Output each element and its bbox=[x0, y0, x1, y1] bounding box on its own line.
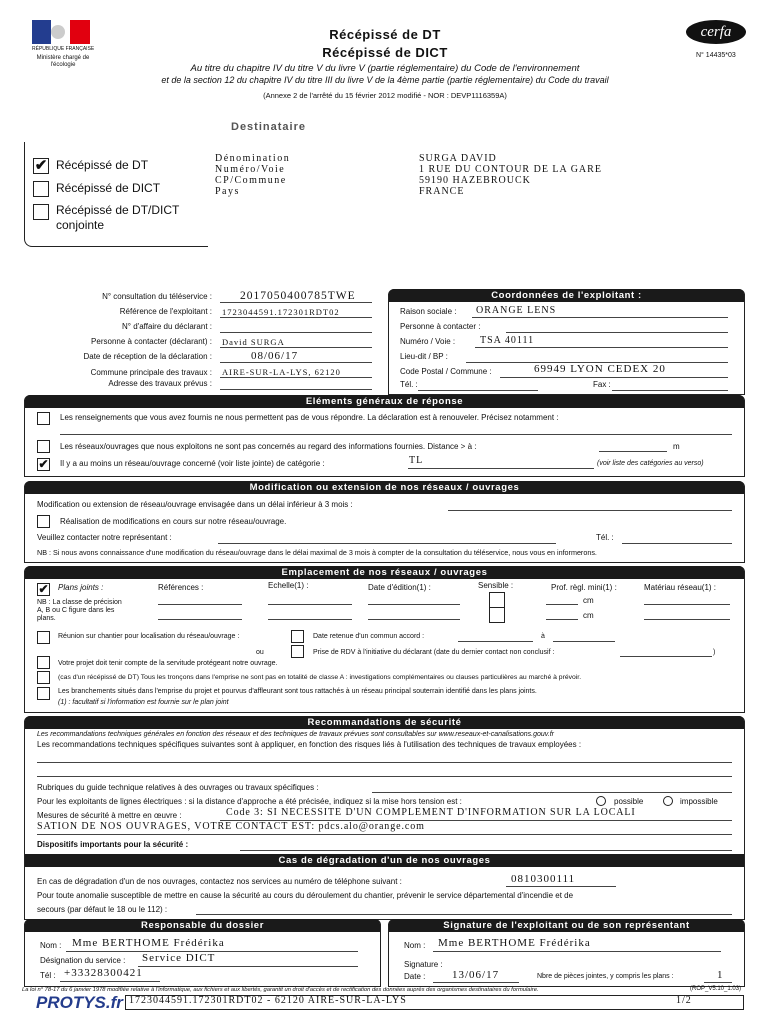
recommandations-rubriques: Rubriques du guide technique relatives à des ouvrages ou travaux spécifiques : bbox=[37, 783, 319, 792]
exploitant-line-voie[interactable] bbox=[475, 347, 728, 348]
page-title-dt: Récépissé de DT bbox=[329, 27, 441, 42]
emplacement-mat-line-2[interactable] bbox=[644, 619, 730, 620]
consult-label-2: N° d'affaire du déclarant : bbox=[122, 322, 212, 331]
degradation-secours-field[interactable] bbox=[196, 914, 732, 915]
consult-label-6: Adresse des travaux prévus : bbox=[108, 379, 212, 388]
exploitant-label-bp: Lieu-dit / BP : bbox=[400, 352, 448, 361]
degradation-line1: En cas de dégradation d'un de nos ouvrages, contactez nos services au numéro de téléphone suivant : bbox=[37, 877, 402, 886]
emplacement-col-materiau: Matériau réseau(1) : bbox=[644, 583, 717, 592]
modification-tel-field[interactable] bbox=[622, 543, 732, 544]
signature-pieces-label: Nbre de pièces jointes, y compris les plans : bbox=[537, 973, 674, 980]
exploitant-line-cp[interactable] bbox=[500, 377, 728, 378]
consult-line-3[interactable] bbox=[220, 347, 372, 348]
modification-title: Modification ou extension de nos réseaux / ouvrages bbox=[25, 481, 744, 494]
degradation-phone-field[interactable] bbox=[506, 886, 616, 887]
emplacement-title: Emplacement de nos réseaux / ouvrages bbox=[25, 566, 744, 579]
exploitant-label-tel: Tél. : bbox=[400, 380, 418, 389]
option-recepisse-dt: Récépissé de DT bbox=[56, 158, 149, 172]
recommandations-field-2[interactable] bbox=[37, 776, 732, 777]
signature-date-field[interactable] bbox=[433, 982, 519, 983]
recommandations-electriques: Pour les exploitants de lignes électriques : si la distance d'approche a été précisée, indiquez si la mise hors tension est : bbox=[37, 797, 462, 806]
signature-nom-label: Nom : bbox=[404, 941, 426, 950]
responsable-service: Service DICT bbox=[142, 952, 216, 964]
emplacement-date-retenue: Date retenue d'un commun accord : bbox=[313, 633, 425, 640]
footer-version: (ROP_V5.10_1.03) bbox=[690, 986, 742, 992]
consult-line-4[interactable] bbox=[220, 362, 372, 363]
degradation-phone: 0810300111 bbox=[511, 873, 576, 885]
emplacement-ou: ou bbox=[256, 649, 264, 656]
emplacement-col-references: Références : bbox=[158, 583, 204, 592]
emplacement-ref-line-1[interactable] bbox=[158, 604, 242, 605]
emplacement-prof-line-2[interactable] bbox=[546, 619, 578, 620]
signature-title: Signature de l'exploitant ou de son représentant bbox=[389, 919, 744, 932]
dest-label-denomination: Dénomination bbox=[215, 153, 291, 164]
responsable-title: Responsable du dossier bbox=[25, 919, 380, 932]
emplacement-a: à bbox=[541, 633, 545, 640]
exploitant-title: Coordonnées de l'exploitant : bbox=[389, 289, 744, 302]
checkbox-renouveler[interactable] bbox=[37, 412, 50, 425]
emplacement-date-line-1[interactable] bbox=[368, 604, 460, 605]
exploitant-value-raison: ORANGE LENS bbox=[476, 305, 557, 316]
exploitant-label-raison: Raison sociale : bbox=[400, 307, 457, 316]
responsable-tel-field[interactable] bbox=[60, 981, 160, 982]
page-title-dict: Récépissé de DICT bbox=[322, 45, 448, 60]
radio-impossible[interactable] bbox=[663, 796, 673, 806]
footer-law: La loi n° 78-17 du 6 janvier 1978 modifiée relative à l'informatique, aux fichiers et aux libertés, garantit un droit d'accès et de rectification des données auprès des organismes destinataires du formulaire. bbox=[22, 987, 539, 993]
responsable-nom-label: Nom : bbox=[40, 941, 62, 950]
consult-line-6[interactable] bbox=[220, 389, 372, 390]
emplacement-nb: NB : La classe de précision A, B ou C figure dans les plans. bbox=[37, 599, 122, 622]
modification-line1-field[interactable] bbox=[448, 510, 732, 511]
subtitle-travail: et de la section 12 du chapitre IV du titre III du livre V de la 4ème partie (partie réglementaire) du Code du travail bbox=[161, 75, 609, 85]
responsable-service-label: Désignation du service : bbox=[40, 956, 126, 965]
modification-line3: Veuillez contacter notre représentant : bbox=[37, 533, 172, 542]
consult-line-2[interactable] bbox=[220, 332, 372, 333]
option-recepisse-dict: Récépissé de DICT bbox=[56, 181, 161, 195]
elements-item-1-unit: m bbox=[673, 442, 680, 451]
elements-item-0: Les renseignements que vous avez fournis ne nous permettent pas de vous répondre. La déclaration est à renouveler. Précisez notamment : bbox=[60, 413, 559, 422]
signature-nom-field[interactable] bbox=[433, 951, 721, 952]
recommandations-impossible: impossible bbox=[680, 797, 718, 806]
recommandations-title: Recommandations de sécurité bbox=[25, 716, 744, 729]
degradation-line3: secours (par défaut le 18 ou le 112) : bbox=[37, 905, 168, 914]
emplacement-ech-line-1[interactable] bbox=[268, 604, 352, 605]
signature-pieces-field[interactable] bbox=[704, 982, 732, 983]
dest-value-voie: 1 RUE DU CONTOUR DE LA GARE bbox=[419, 164, 602, 175]
modification-line1: Modification ou extension de réseau/ouvrage envisagée dans un délai inférieur à 3 mois : bbox=[37, 500, 353, 509]
exploitant-line-contact[interactable] bbox=[506, 332, 728, 333]
recommandations-mesures-field2[interactable] bbox=[37, 834, 732, 835]
checkbox-recepisse-dt[interactable]: ✔ bbox=[34, 157, 48, 174]
checkbox-branchements[interactable] bbox=[37, 687, 50, 700]
exploitant-label-contact: Personne à contacter : bbox=[400, 322, 481, 331]
emplacement-dt-note: (cas d'un récépissé de DT) Tous les tronçons dans l'emprise ne sont pas en totalité de classe A : investigations complémentaires ou clauses particulières au marché à prévoir. bbox=[58, 674, 582, 681]
signature-nom: Mme BERTHOME Frédérika bbox=[438, 937, 591, 949]
dest-value-commune: 59190 HAZEBROUCK bbox=[419, 175, 531, 186]
recommandations-dispositifs-field[interactable] bbox=[240, 850, 732, 851]
elements-item-2-note: (voir liste des catégories au verso) bbox=[597, 460, 704, 467]
elements-item-2-value: TL bbox=[409, 455, 424, 466]
consult-line-0[interactable] bbox=[220, 302, 372, 303]
emplacement-mat-line-1[interactable] bbox=[644, 604, 730, 605]
checkbox-realisation-modifs[interactable] bbox=[37, 515, 50, 528]
exploitant-value-cp: 69949 LYON CEDEX 20 bbox=[534, 363, 666, 375]
emplacement-footnote: (1) : facultatif si l'information est fournie sur le plan joint bbox=[58, 699, 229, 706]
consult-label-3: Personne à contacter (déclarant) : bbox=[91, 337, 212, 346]
emplacement-rdv-field[interactable] bbox=[620, 656, 712, 657]
responsable-nom: Mme BERTHOME Frédérika bbox=[72, 937, 225, 949]
recommandations-rubriques-field[interactable] bbox=[372, 792, 732, 793]
consult-value-3: David SURGA bbox=[222, 337, 285, 347]
emplacement-ref-line-2[interactable] bbox=[158, 619, 242, 620]
radio-possible[interactable] bbox=[596, 796, 606, 806]
elements-item-1: Les réseaux/ouvrages que nous exploitons ne sont pas concernés au regard des informations fournies. Distance > à : bbox=[60, 442, 477, 451]
cerfa-number: N° 14435*03 bbox=[696, 52, 736, 59]
modification-tel-label: Tél. : bbox=[596, 533, 614, 542]
footer-ref: 1723044591.172301RDT02 - 62120 AIRE-SUR-LA-LYS bbox=[129, 995, 407, 1006]
checkbox-plans-joints[interactable]: ✔ bbox=[38, 582, 49, 596]
recommandations-field-1[interactable] bbox=[37, 762, 732, 763]
recommandations-line1: Les recommandations techniques générales en fonction des réseaux et des techniques de travaux prévues sont consultables sur www.reseaux-et-canalisations.gouv.fr bbox=[37, 731, 554, 738]
elements-line-categorie[interactable] bbox=[408, 468, 594, 469]
checkbox-non-concernes[interactable] bbox=[37, 440, 50, 453]
emplacement-date-line-2[interactable] bbox=[368, 619, 460, 620]
checkbox-reseau-concerne[interactable]: ✔ bbox=[38, 457, 49, 471]
exploitant-label-cp: Code Postal / Commune : bbox=[400, 367, 492, 376]
elements-line-0[interactable] bbox=[60, 434, 732, 435]
dest-value-pays: FRANCE bbox=[419, 186, 465, 197]
signature-date-label: Date : bbox=[404, 972, 426, 981]
emplacement-cm-1: cm bbox=[583, 596, 594, 605]
checkbox-reunion[interactable] bbox=[37, 631, 50, 644]
checkbox-recepisse-dict[interactable] bbox=[33, 181, 49, 197]
checkbox-date-retenue[interactable] bbox=[291, 630, 304, 643]
signature-signature-label: Signature : bbox=[404, 960, 443, 969]
modification-rep-field[interactable] bbox=[218, 543, 556, 544]
exploitant-line-fax[interactable] bbox=[612, 390, 728, 391]
annex-ref: (Annexe 2 de l'arrêté du 15 février 2012 modifié - NOR : DEVP1116359A) bbox=[263, 91, 507, 100]
ministry-logo-text: RÉPUBLIQUE FRANÇAISE bbox=[32, 46, 95, 52]
modification-line2: Réalisation de modifications en cours sur notre réseau/ouvrage. bbox=[60, 517, 287, 526]
dest-label-voie: Numéro/Voie bbox=[215, 164, 286, 175]
emplacement-rdv-close: ) bbox=[713, 649, 716, 656]
exploitant-line-raison[interactable] bbox=[472, 317, 728, 318]
emplacement-plans: Plans joints : bbox=[58, 583, 104, 592]
responsable-tel: +33328300421 bbox=[64, 967, 143, 979]
consult-value-1: 1723044591.172301RDT02 bbox=[222, 307, 340, 317]
emplacement-col-echelle: Echelle(1) : bbox=[268, 581, 309, 590]
degradation-title: Cas de dégradation d'un de nos ouvrages bbox=[25, 854, 744, 867]
recommandations-mesures: Mesures de sécurité à mettre en œuvre : bbox=[37, 811, 182, 820]
elements-item-2: Il y a au moins un réseau/ouvrage concerné (voir liste jointe) de catégorie : bbox=[60, 459, 325, 468]
consult-label-1: Référence de l'exploitant : bbox=[119, 307, 212, 316]
recommandations-line2: Les recommandations techniques spécifiques suivantes sont à appliquer, en fonction des risques liés à l'utilisation des techniques de travaux employées : bbox=[37, 740, 582, 749]
modification-nb: NB : Si nous avons connaissance d'une modification du réseau/ouvrage dans le délai maximal de 3 mois à compter de la consultation du téléservice, nous vous en informerons. bbox=[37, 548, 597, 557]
exploitant-value-voie: TSA 40111 bbox=[480, 335, 535, 346]
consult-value-0: 2017050400785TWE bbox=[240, 290, 356, 302]
checkbox-sensible-2[interactable] bbox=[489, 607, 505, 623]
emplacement-col-prof: Prof. règl. mini(1) : bbox=[551, 583, 617, 592]
cerfa-logo: cerfa bbox=[686, 20, 746, 44]
protys-logo: PROTYS.fr bbox=[36, 993, 123, 1012]
recommandations-dispositifs: Dispositifs importants pour la sécurité : bbox=[37, 840, 189, 849]
consult-label-0: N° consultation du téléservice : bbox=[102, 292, 212, 301]
footer-page: 1/2 bbox=[676, 995, 692, 1006]
checkbox-rdv[interactable] bbox=[291, 645, 304, 658]
emplacement-ech-line-2[interactable] bbox=[268, 619, 352, 620]
responsable-service-field[interactable] bbox=[138, 966, 358, 967]
dest-value-denomination: SURGA DAVID bbox=[419, 153, 497, 164]
exploitant-line-tel[interactable] bbox=[418, 390, 538, 391]
emplacement-rdv: Prise de RDV à l'initiative du déclarant (date du dernier contact non conclusif : bbox=[313, 649, 555, 656]
consult-value-5: AIRE-SUR-LA-LYS, 62120 bbox=[222, 367, 341, 377]
consult-label-5: Commune principale des travaux : bbox=[90, 368, 212, 377]
consult-line-5[interactable] bbox=[220, 377, 372, 378]
dest-label-pays: Pays bbox=[215, 186, 240, 197]
checkbox-servitude[interactable] bbox=[37, 656, 50, 669]
consult-value-4: 08/06/17 bbox=[251, 350, 299, 362]
consult-label-4: Date de réception de la déclaration : bbox=[83, 352, 212, 361]
emplacement-cm-2: cm bbox=[583, 611, 594, 620]
recommandations-possible: possible bbox=[614, 797, 644, 806]
emplacement-reunion: Réunion sur chantier pour localisation du réseau/ouvrage : bbox=[58, 633, 240, 640]
emplacement-prof-line-1[interactable] bbox=[546, 604, 578, 605]
emplacement-col-date: Date d'édition(1) : bbox=[368, 583, 431, 592]
emplacement-a-field[interactable] bbox=[553, 641, 615, 642]
subtitle-env: Au titre du chapitre IV du titre V du livre V (partie réglementaire) du Code de l'environnement bbox=[190, 63, 580, 74]
emplacement-col-sensible: Sensible : bbox=[478, 581, 514, 590]
signature-pieces: 1 bbox=[717, 969, 724, 981]
recommandations-mesures-value1: Code 3: SI NECESSITE D'UN COMPLEMENT D'INFORMATION SUR LA LOCALI bbox=[226, 807, 636, 818]
dest-label-commune: CP/Commune bbox=[215, 175, 287, 186]
option-recepisse-conjointe: Récépissé de DT/DICT conjointe bbox=[56, 203, 180, 232]
responsable-tel-label: Tél : bbox=[40, 971, 56, 980]
ministry-text: Ministère chargé de l'écologie bbox=[36, 55, 90, 68]
checkbox-troncons[interactable] bbox=[37, 671, 50, 684]
destinataire-title: Destinataire bbox=[231, 121, 306, 133]
exploitant-label-voie: Numéro / Voie : bbox=[400, 337, 456, 346]
checkbox-recepisse-conjointe[interactable] bbox=[33, 204, 49, 220]
consult-line-1[interactable] bbox=[220, 317, 372, 318]
elements-title: Eléments généraux de réponse bbox=[25, 395, 744, 408]
emplacement-servitude: Votre projet doit tenir compte de la servitude protégeant notre ouvrage. bbox=[58, 660, 278, 667]
elements-line-distance[interactable] bbox=[599, 451, 667, 452]
degradation-line2: Pour toute anomalie susceptible de mettre en cause la sécurité au cours du déroulement du chantier, prévenir le service départemental d'incendie et de bbox=[37, 891, 574, 900]
recommandations-mesures-value2: SATION DE NOS OUVRAGES, VOTRE CONTACT EST: pdcs.alo@orange.com bbox=[37, 821, 425, 832]
signature-date: 13/06/17 bbox=[452, 969, 500, 981]
emplacement-branchements: Les branchements situés dans l'emprise du projet et pourvus d'affleurant sont tous rattachés à un réseau principal souterrain identifié dans les plans joints. bbox=[58, 688, 537, 695]
exploitant-label-fax: Fax : bbox=[593, 380, 611, 389]
checkbox-sensible-1[interactable] bbox=[489, 592, 505, 608]
emplacement-date-retenue-field[interactable] bbox=[458, 641, 533, 642]
